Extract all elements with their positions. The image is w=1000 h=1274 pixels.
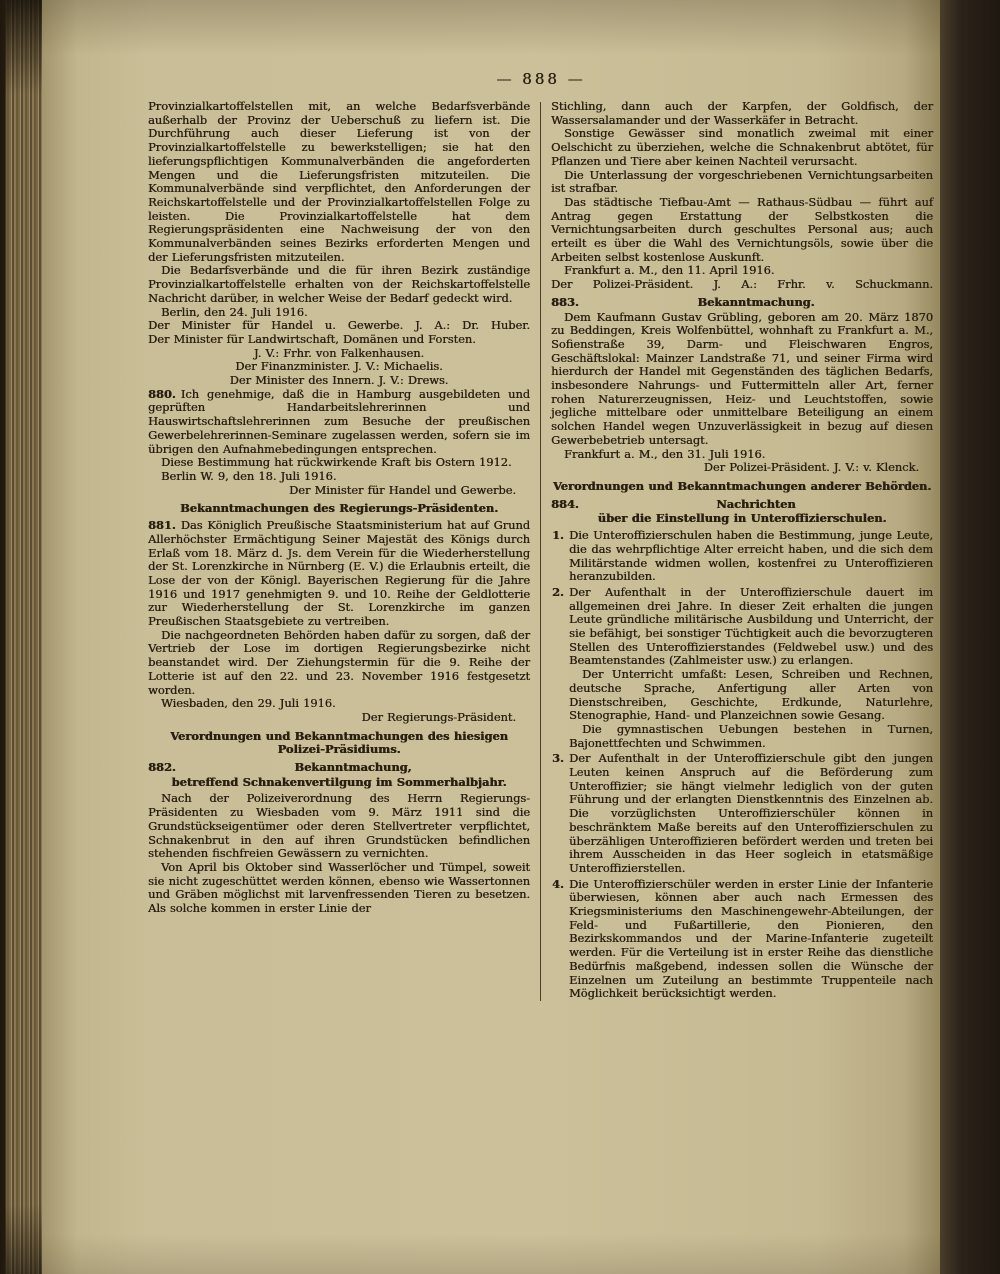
text-block: J. V.: Frhr. von Falkenhausen. bbox=[253, 345, 425, 360]
text-block: Stichling, dann auch der Karpfen, der Goldfisch, der Wassersalamander und der Wasserkäfer in Betracht. bbox=[551, 99, 933, 127]
text-block: Provinzialkartoffelstellen mit, an welche Bedarfsverbände außerhalb der Provinz der Ueberschuß zu liefern ist. Die Durchführung auch dieser Lieferung ist von der Provinzialkartoffelstelle zu bewerkstelligen; sie hat den lieferungspflichtigen Kommunalverbänden die angeforderten Mengen und die Lieferungsfristen mitzuteilen. Die Kommunalverbände sind verpflichtet, den Anforderungen der Reichskartoffelstelle und der Provinzialkartoffelstellen Folge zu leisten. Die Provinzialkartoffelstelle hat dem Regierungspräsidenten eine Nachweisung der von den Kommunalverbänden seines Bezirks erforderten Mengen und der Lieferungsfristen mitzuteilen. bbox=[148, 99, 530, 264]
text-block bbox=[551, 586, 933, 668]
heading bbox=[148, 761, 530, 775]
item-number: 880. bbox=[148, 386, 176, 401]
text-block: Die Unterlassung der vorgeschriebenen Vernichtungsarbeiten ist strafbar. bbox=[551, 167, 933, 196]
text-block: Der Polizei-Präsident. J. A.: Frhr. v. Schuckmann. bbox=[551, 277, 933, 292]
page-number: — 888 — bbox=[496, 70, 586, 88]
text-block: Diese Bestimmung hat rückwirkende Kraft bis Ostern 1912. bbox=[161, 455, 512, 470]
item-number: 884. bbox=[551, 496, 579, 511]
block-text: Bekanntmachung. bbox=[697, 294, 815, 309]
item-number: 3. bbox=[552, 751, 564, 766]
heading: Verordnungen und Bekanntmachungen anderer Behörden. bbox=[552, 478, 932, 493]
text-block bbox=[148, 388, 530, 457]
text-columns bbox=[148, 100, 934, 1001]
item-number: 2. bbox=[552, 584, 564, 599]
heading: über die Einstellung in Unteroffizierschulen. bbox=[597, 511, 887, 526]
text-block: Berlin W. 9, den 18. Juli 1916. bbox=[161, 468, 337, 483]
heading bbox=[551, 296, 933, 310]
item-number: 4. bbox=[552, 876, 564, 891]
text-block: Sonstige Gewässer sind monatlich zweimal mit einer Oelschicht zu überziehen, welche die Schnakenbrut abtötet, für Pflanzen und Tiere aber keinen Nachteil verursacht. bbox=[551, 126, 933, 168]
right-column bbox=[551, 100, 933, 1001]
text-block: Der Finanzminister. J. V.: Michaelis. bbox=[235, 359, 443, 374]
block-text: Ich genehmige, daß die in Hamburg ausgebildeten und geprüften Handarbeitslehrerinnen und Hauswirtschaftslehrerinnen zum Besuche der preußischen Gewerbelehrerinnen-Seminare zugelassen werden, sofern sie im übrigen den Aufnahmebedingungen entsprechen. bbox=[148, 386, 530, 456]
heading: Verordnungen und Bekanntmachungen des hiesigen Polizei-Präsidiums. bbox=[170, 728, 508, 757]
text-block: Dem Kaufmann Gustav Grübling, geboren am 20. März 1870 zu Beddingen, Kreis Wolfenbüttel, wohnhaft zu Frankfurt a. M., Sofienstraße 39, Darm- und Fleischwaren Engros, Geschäftslokal: Mainzer Landstraße 71, und seiner Firma wird hierdurch der Handel mit Gegenständen des täglichen Bedarfs, insbesondere Nahrungs- und Futtermitteln aller Art, ferner rohen Naturerzeugnissen, Heiz- und Leuchtstoffen, sowie jegliche mittelbare oder unmittelbare Beteiligung an einem solchen Handel wegen Unzuverlässigkeit in bezug auf diesen Gewerbebetrieb untersagt. bbox=[551, 309, 933, 447]
text-block: Von April bis Oktober sind Wasserlöcher und Tümpel, soweit sie nicht zugeschüttet werden können, ebenso wie Wassertonnen und Gräben möglichst mit larvenfressenden Tieren zu besetzen. Als solche kommen in erster Linie der bbox=[148, 859, 530, 916]
text-block: Der Regierungs-Präsident. bbox=[361, 709, 516, 724]
heading bbox=[551, 498, 933, 512]
text-block bbox=[551, 752, 933, 875]
book-page-stack-edge bbox=[0, 0, 42, 1274]
block-text: Der Aufenthalt in der Unteroffizierschule dauert im allgemeinen drei Jahre. In dieser Zeit erhalten die jungen Leute gründliche militärische Ausbildung und Unterricht, der sie befähigt, bei sonstiger Tüchtigkeit auch die bevorzugteren Stellen des Unteroffizierstandes (Feldwebel usw.) und des Beamtenstandes (Zahlmeister usw.) zu erlangen. bbox=[569, 584, 933, 668]
text-block: Der Minister des Innern. J. V.: Drews. bbox=[229, 373, 449, 388]
text-block: Frankfurt a. M., den 31. Juli 1916. bbox=[564, 446, 766, 461]
block-text: Die Unteroffizierschulen haben die Bestimmung, junge Leute, die das wehrpflichtige Alter erreicht haben, und die sich dem Militärstande widmen wollen, kostenfrei zu Unteroffizieren heranzubilden. bbox=[569, 528, 933, 584]
item-number: 881. bbox=[148, 518, 176, 533]
heading: betreffend Schnakenvertilgung im Sommerhalbjahr. bbox=[171, 774, 507, 789]
item-number: 1. bbox=[552, 528, 564, 543]
heading: Bekanntmachungen des Regierungs-Präsidenten. bbox=[179, 501, 499, 516]
text-block: Der Unterricht umfaßt: Lesen, Schreiben und Rechnen, deutsche Sprache, Anfertigung aller Arten von Dienstschreiben, Geschichte, Erdkunde, Naturlehre, Stenographie, Hand- und Planzeichnen sowie Gesang. bbox=[569, 667, 933, 723]
text-block bbox=[551, 878, 933, 1001]
text-block: Frankfurt a. M., den 11. April 1916. bbox=[564, 263, 775, 278]
block-text: Die Unteroffizierschüler werden in erster Linie der Infanterie überwiesen, können aber auch nach Ermessen des Kriegsministeriums den Maschinengewehr-Abteilungen, der Feld- und Fußartillerie, den Pionieren, den Bezirkskommandos und der Marine-Infanterie zugeteilt werden. Für die Verteilung ist in erster Reihe das dienstliche Bedürfnis maßgebend, indessen sollen die Wünsche der Einzelnen um Zuteilung an bestimmte Truppenteile nach Möglichkeit berücksichtigt werden. bbox=[569, 876, 933, 1001]
block-text: Der Aufenthalt in der Unteroffizierschule gibt den jungen Leuten keinen Anspruch auf die Beförderung zum Unteroffizier; sie hängt vielmehr lediglich von der guten Führung und der erlangten Dienstkenntnis des Einzelnen ab. Die vorzüglichsten Unteroffizierschüler können in beschränktem Maße bereits auf den Unteroffizierschulen zu überzähligen Unteroffizieren befördert werden und treten bei ihrem Ausscheiden in das Heer sogleich in etatsmäßige Unteroffizierstellen. bbox=[569, 751, 933, 875]
text-block: Der Minister für Landwirtschaft, Domänen und Forsten. bbox=[148, 331, 476, 346]
text-block: Der Minister für Handel u. Gewerbe. J. A.: Dr. Huber. bbox=[148, 318, 530, 333]
text-block: Die Bedarfsverbände und die für ihren Bezirk zuständige Provinzialkartoffelstelle erhalten von der Reichskartoffelstelle Nachricht darüber, in welcher Weise der Bedarf gedeckt wird. bbox=[148, 263, 530, 305]
paper-page bbox=[42, 0, 940, 1274]
text-block: Berlin, den 24. Juli 1916. bbox=[161, 304, 308, 319]
column-divider-rule bbox=[540, 102, 541, 1001]
book-background-right bbox=[940, 0, 1000, 1274]
block-text: Das Königlich Preußische Staatsministerium hat auf Grund Allerhöchster Ermächtigung Seiner Majestät des Königs durch Erlaß vom 18. März d. Js. dem Verein für die Wiederherstellung der St. Lorenzkirche in Nürnberg (E. V.) die Erlaubnis erteilt, die Lose der von der Königl. Bayerischen Regierung für die Jahre 1916 und 1917 genehmigten 9. und 10. Reihe der Geldlotterie zur Wiederherstellung der St. Lorenzkirche im ganzen Preußischen Staatsgebiete zu vertreiben. bbox=[148, 518, 530, 629]
text-block: Die nachgeordneten Behörden haben dafür zu sorgen, daß der Vertrieb der Lose im dortigen Regierungsbezirke nicht beanstandet wird. Der Ziehungstermin für die 9. Reihe der Lotterie ist auf den 22. und 23. November 1916 festgesetzt worden. bbox=[148, 627, 530, 697]
left-column bbox=[148, 100, 530, 1001]
item-number: 882. bbox=[148, 760, 176, 775]
text-block: Der Polizei-Präsident. J. V.: v. Klenck. bbox=[703, 460, 919, 475]
item-number: 883. bbox=[551, 294, 579, 309]
block-text: Bekanntmachung, bbox=[294, 760, 412, 775]
text-block bbox=[551, 529, 933, 584]
text-block: Der Minister für Handel und Gewerbe. bbox=[289, 482, 516, 497]
text-block: Wiesbaden, den 29. Juli 1916. bbox=[161, 696, 336, 711]
block-text: Nachrichten bbox=[716, 496, 796, 511]
text-block: Nach der Polizeiverordnung des Herrn Regierungs-Präsidenten zu Wiesbaden vom 9. März 1911 sind die Grundstückseigentümer oder deren Stellvertreter verpflichtet, Schnakenbrut in den auf ihren Grundstücken befindlichen stehenden fischfreien Gewässern zu vernichten. bbox=[148, 791, 530, 861]
text-block bbox=[148, 519, 530, 629]
text-block: Die gymnastischen Uebungen bestehen in Turnen, Bajonettfechten und Schwimmen. bbox=[569, 721, 933, 750]
text-block: Das städtische Tiefbau-Amt — Rathaus-Südbau — führt auf Antrag gegen Erstattung der Selbstkosten die Vernichtungsarbeiten durch geschultes Personal aus; auch erteilt es über die Wahl des Vernichtungsöls, sowie über die Arbeiten selbst kostenlose Auskunft. bbox=[551, 194, 933, 264]
